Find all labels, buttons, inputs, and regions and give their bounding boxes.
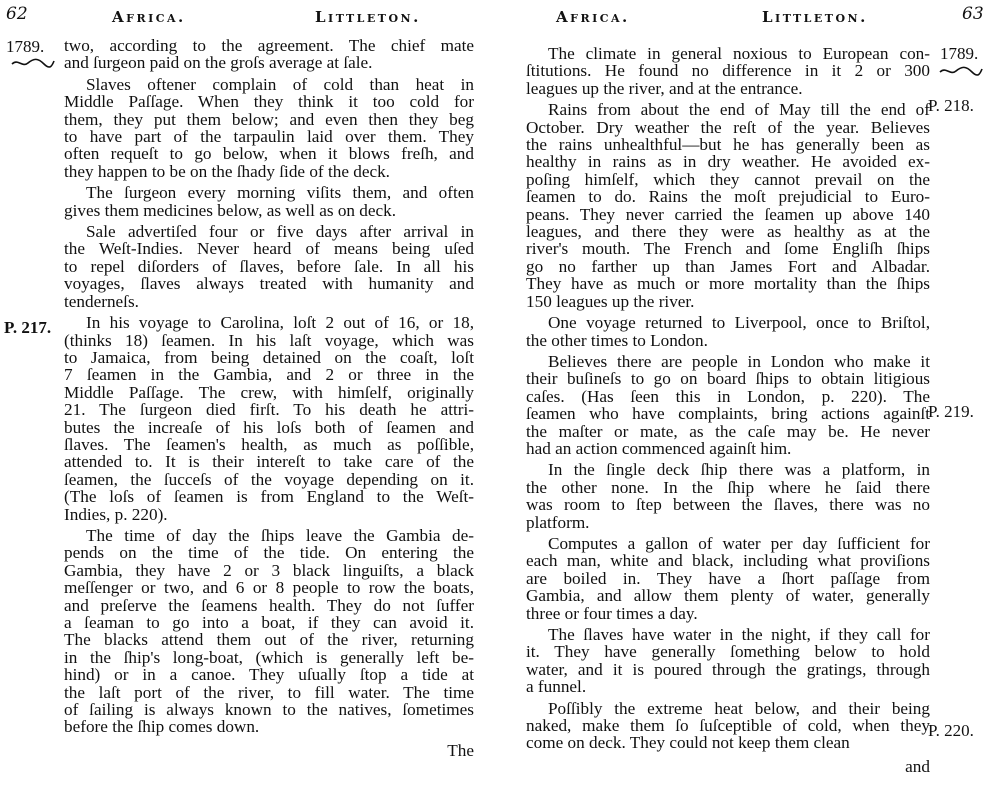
margin-ref-p220: P. 220. <box>928 721 974 740</box>
text-line: and ſurgeon paid on the groſs average at ſale. <box>64 53 373 73</box>
paragraph <box>64 184 474 219</box>
paragraph <box>64 314 474 523</box>
text-line: poſing himſelf, which they cannot prevail on the <box>526 169 930 189</box>
text-line: water, and it is poured through the gratings, through <box>526 659 930 679</box>
text-line: Rains from about the end of May till the end of <box>548 100 930 120</box>
paragraph <box>64 37 474 72</box>
text-line: the maſter or mate, as the caſe may be. He never <box>526 421 930 441</box>
margin-ref-p218: P. 218. <box>928 96 974 115</box>
flourish-ornament <box>10 58 56 68</box>
paragraph <box>526 314 930 349</box>
paragraph <box>526 700 930 752</box>
paragraph <box>526 101 930 310</box>
text-line: They have as much or more mortality than the ſhips <box>526 274 930 294</box>
paragraph <box>526 45 930 97</box>
text-line: October. Dry weather the reſt of the year. Believes <box>526 117 930 137</box>
text-line: In his voyage to Carolina, loſt 2 out of 16, or 18, <box>86 313 474 333</box>
text-line: healthy in rains as in dry weather. He avoided ex- <box>526 152 930 172</box>
text-line: had an action commenced againſt him. <box>526 438 792 458</box>
text-line: the other none. In the ſhip where he ſaid there <box>526 477 930 497</box>
running-header-right: Littleton. <box>762 8 868 26</box>
paragraph <box>526 353 930 457</box>
page-number: 62 <box>6 4 28 24</box>
running-header-left: Africa. <box>556 8 630 26</box>
text-line: the rains unhealthful—but he has generally been as <box>526 135 930 155</box>
text-line: 150 leagues up the river. <box>526 291 695 311</box>
paragraph <box>64 76 474 180</box>
text-line: ſeamen to do. Rains the moſt prejudicial to Euro- <box>526 187 930 207</box>
text-line: gives them medicines below, as well as on deck. <box>64 200 397 220</box>
text-line: Middle Paſſage. When they think it too cold for <box>64 92 474 112</box>
text-line: Poſſibly the extreme heat below, and their being <box>548 698 930 718</box>
text-line: The ſurgeon every morning viſits them, and often <box>86 183 474 203</box>
text-line: attended to. It is their intereſt to take care of the <box>64 452 474 472</box>
text-line: they happen to be on the ſhady ſide of the deck. <box>64 161 390 181</box>
text-line: Gambia, and allow them plenty of water, generally <box>526 586 930 606</box>
text-line: river's mouth. The French and ſome Engliſh ſhips <box>526 239 930 259</box>
right-body-text <box>526 45 930 775</box>
margin-year: 1789. <box>940 44 979 63</box>
text-line: before the ſhip comes down. <box>64 717 260 737</box>
left-body-text <box>64 37 474 759</box>
running-header-right: Littleton. <box>315 8 421 26</box>
paragraph <box>526 626 930 696</box>
text-line: ſlaves. The ſeamen's health, as much as poſſible, <box>64 434 474 454</box>
text-line: One voyage returned to Liverpool, once to Briſtol, <box>548 313 930 333</box>
paragraph <box>526 461 930 531</box>
text-line: peans. They never carried the ſeamen up above 140 <box>526 204 930 224</box>
left-page <box>0 0 490 798</box>
text-line: The ſlaves have water in the night, if they call for <box>548 625 930 644</box>
text-line: and preſerve the ſeamens health. They do not ſuffer <box>64 595 474 615</box>
text-line: it. They have generally ſomething below to hold <box>526 642 930 662</box>
text-line: go no farther up than James Fort and Albadar. <box>526 256 930 276</box>
text-line: leagues, and there they were as healthy as at the <box>526 222 930 242</box>
paragraph <box>64 223 474 310</box>
margin-ref-p219: P. 219. <box>928 402 974 421</box>
flourish-ornament <box>938 66 984 76</box>
text-line: come on deck. They could not keep them clean <box>526 733 850 753</box>
text-line: often requeſt to go below, when it blows freſh, and <box>64 144 474 164</box>
text-line: Sale advertiſed four or five days after arrival in <box>86 222 474 242</box>
text-line: 21. The ſurgeon died firſt. To his death he attri- <box>64 400 474 420</box>
text-line: ſeamen who have complaints, bring actions againſt <box>526 404 930 424</box>
text-line: (thinks 18) ſeamen. In his laſt voyage, which was <box>64 330 474 350</box>
text-line: was room to ſtep between the ſlaves, there was no <box>526 495 930 515</box>
text-line: Believes there are people in London who make it <box>548 351 930 371</box>
text-line: in the ſhip's long-boat, (which is generally left be- <box>64 647 474 667</box>
text-line: Computes a gallon of water per day ſufficient for <box>548 533 930 553</box>
text-line: the other times to London. <box>526 330 708 350</box>
margin-ref-p217: P. 217. <box>4 318 52 337</box>
text-line: two, according to the agreement. The chief mate <box>64 36 474 55</box>
running-header-left: Africa. <box>112 8 186 26</box>
text-line: a ſeaman to go into a boat, if they can avoid it. <box>64 613 474 632</box>
paragraph <box>526 535 930 622</box>
paragraph <box>64 527 474 736</box>
text-line: ſtitutions. He found no difference in it 2 or 300 <box>526 61 930 81</box>
text-line: In the ſingle deck ſhip there was a platform, in <box>548 460 930 480</box>
text-line: Middle Paſſage. The crew, with himſelf, originally <box>64 382 474 402</box>
text-line: pends on the time of the tide. On entering the <box>64 543 474 563</box>
text-line: their buſineſs to go on board ſhips to obtain litigious <box>526 369 930 389</box>
text-line: The blacks attend them out of the river, returning <box>64 630 474 650</box>
text-line: Indies, p. 220). <box>64 504 168 524</box>
text-line: of ſailing is always known to the natives, ſometimes <box>64 700 474 720</box>
text-line: them, they put them below; and even then they beg <box>64 109 474 129</box>
right-page <box>490 0 1000 798</box>
text-line: to Jamaica, from being detained on the coaſt, loſt <box>64 347 474 367</box>
text-line: voyages, ſlaves always treated with humanity and <box>64 274 474 294</box>
text-line: to have part of the tarpaulin laid over them. They <box>64 127 474 147</box>
text-line: tenderneſs. <box>64 291 139 311</box>
text-line: butes the increaſe of his loſs both of ſeamen and <box>64 417 474 437</box>
text-line: each man, white and black, including what proviſions <box>526 551 930 571</box>
text-line: leagues up the river, and at the entrance. <box>526 78 803 98</box>
text-line: the laſt port of the river, to fill water. The time <box>64 682 474 702</box>
text-line: ſeamen, the ſucceſs of the voyage depending on it. <box>64 469 474 489</box>
text-line: meſſenger or two, and 6 or 8 people to row the boats, <box>64 578 474 598</box>
text-line: a funnel. <box>526 677 587 697</box>
text-line: The time of day the ſhips leave the Gambia de- <box>86 525 474 545</box>
text-line: 7 ſeamen in the Gambia, and 2 or three in the <box>64 365 474 385</box>
margin-year: 1789. <box>6 37 45 56</box>
text-line: Gambia, they have 2 or 3 black linguiſts, a black <box>64 560 474 580</box>
text-line: hind) or in a canoe. They uſually ſtop a tide at <box>64 665 474 685</box>
text-line: to repel diſorders of ſlaves, before ſale. In all his <box>64 256 474 276</box>
text-line: naked, make them ſo ſuſceptible of cold, when they <box>526 716 930 736</box>
text-line: (The loſs of ſeamen is from England to the Weſt- <box>64 487 474 507</box>
text-line: The climate in general noxious to European con- <box>548 44 930 63</box>
page-number: 63 <box>962 4 984 24</box>
text-line: are boiled in. They have a ſhort paſſage from <box>526 568 930 588</box>
text-line: platform. <box>526 512 590 532</box>
text-line: three or four times a day. <box>526 603 698 623</box>
text-line: Slaves oftener complain of cold than heat in <box>86 74 474 94</box>
text-line: the Weſt-Indies. Never heard of means being uſed <box>64 239 474 259</box>
catchword: The <box>447 740 474 760</box>
text-line: caſes. (Has ſeen this in London, p. 220). The <box>526 386 930 406</box>
catchword: and <box>905 756 930 776</box>
